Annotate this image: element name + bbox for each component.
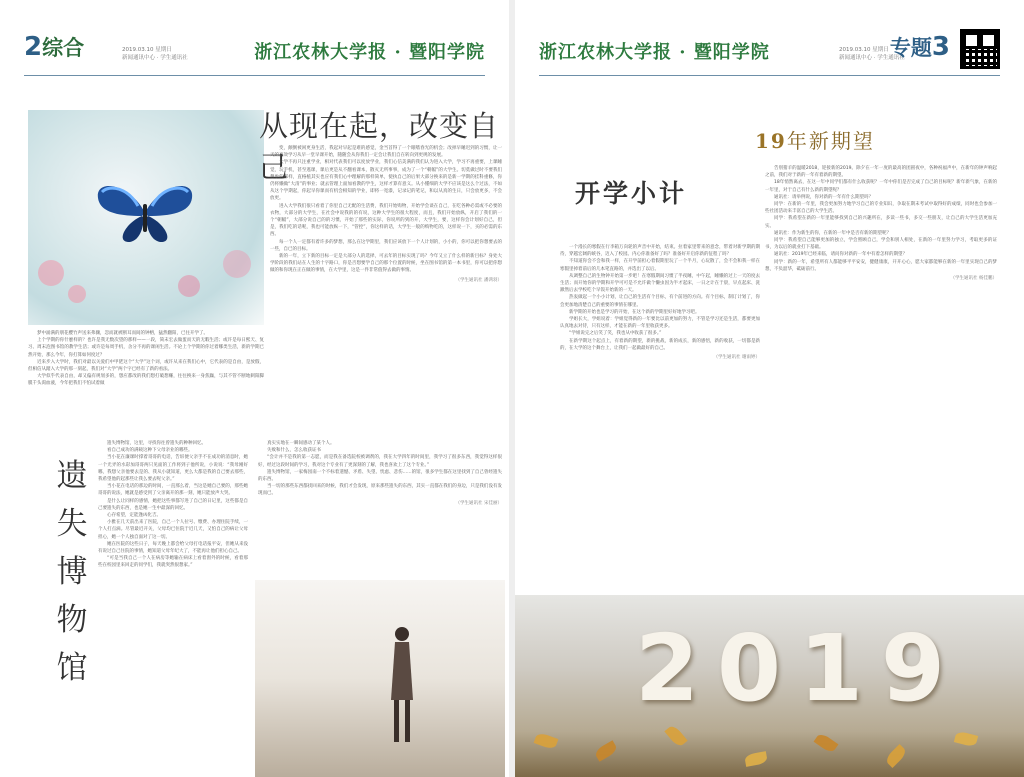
- leaf-icon: [814, 732, 839, 754]
- qr-code-icon: [960, 29, 1000, 69]
- paragraph: 每一个人一定都有着许多的梦想，那么在这学期里，我们应该放下一个人计划的，小小的，你可以把你想要去的一些，自已的目标。: [270, 239, 502, 252]
- byline: （学生通讯社 杨佳鹏）: [950, 276, 997, 282]
- paragraph: 告别猪羊的温暖2018，迎接新的2019。除夕在一年一度的最高的团圆夜中，各种祝福声中，在新年的钟声响起之前，我们对于新的一年有着新的期望。: [765, 166, 997, 179]
- paragraph: 同学：我希望自己能够更加的独立，学会照顾自己，学会和别人相处，在新的一年里努力学习，考取更多的证书，为以后的就业打下基础。: [765, 238, 997, 251]
- byline: （学生通讯社 谢雨婷）: [713, 355, 760, 361]
- leaf-icon: [954, 730, 978, 747]
- paragraph: 当一切的那些东西都找回来的时候，我们才会发现，原来那些遗失的东西，其实一直都在我们的身边，只是我们没有发现而已。: [258, 484, 502, 497]
- paragraph: 遗失博物馆，一家梅园南一个不标着遗憾、矛盾、失望、忧虑、悲伤……的馆，很多学生都在这里找到了自己曾经遗失的东西。: [258, 469, 502, 483]
- girl-with-umbrella-photo: [255, 580, 505, 777]
- paragraph: 学姐长大，学姐说着：学姐觉得新的一年要比以前更加的努力，不管是学习还是生活，都要更加认真地去对待，只有这样，才能在新的一年里收获更多。: [560, 317, 760, 330]
- paragraph: 一个漫长的寒假在行李箱万向轮的声音中开始，结束。拉着家里带来的意念，带着对新学期的期待，穿越宏阔的峡谷，迈入了校园。内心你准备好了吗？准备好开启你新的征程了吗？: [560, 245, 760, 258]
- paragraph: 大学似乎代表自由，却又偏有规划多的，想应都改的我们想打破想赚，往往换来一身焦躁，与其不管不断地刺阳脚膜千头渴血液，今年把我们不怕试着做: [28, 374, 264, 387]
- paragraph: 当小花在电话的那边的时间，一直那么着，当这是她自己要的，那些她哥哥的说法，她就是感受到了父亲离开的那一刻，她只能放声大哭。: [98, 484, 248, 497]
- article2-col1: [98, 440, 248, 570]
- header-info-left: [122, 46, 188, 62]
- interview-question: 通讯社：作为新生的你，在新的一年中是否有新的期望呢？: [774, 230, 891, 236]
- paragraph: 真实实地在一瞬间感动了某个人。: [267, 441, 335, 446]
- paragraph: 失败和什么，怎么收获证书: [267, 448, 321, 454]
- page-number: 3: [931, 32, 950, 62]
- paragraph: 变，颠倒被闲更身生活，我起对早起是难的感觉，金当首得了一个眼嗜春光的机会；改掉早睡迟到的习惯，让一天的高效学习从早一堂早课开始，随随会从你我们一定会让我们自在转向到更规的发展。: [270, 146, 502, 159]
- girl-silhouette-icon: [383, 620, 421, 750]
- masthead: 浙江农林大学报 · 暨阳学院: [539, 42, 770, 63]
- butterfly-photo: [28, 110, 264, 325]
- butterfly-icon: [90, 178, 200, 248]
- paragraph: 大学不再只注重学业，相对代表我们可以度放学业，我们心信美满的我们认为进入大学，学习不再重要，上课睡觉，玩手机，甚至逃课，课后更是从不翻看课本，散灭无所事事，成为了一个“朝幅”的大学生。切莫做过时不要我们想象的那样，直格植其实也应有我们心中理解的那样简单，使执自己的后果大部分换来的是新一学期的挂科重修，你仍将懒做“大清”的事业；就去管理上面加看教的学生，这样才算有意义。从小懂细的大学不应该是这么个过法，不如从这个学期起，你起早你课而有机会相知的学业，即将一宽漆，记录记的笔记，和以从真的生日，只会放更多，不会放更。: [270, 160, 502, 202]
- paragraph: 新学期的开始也是学习的开始，在这个新的学期里好好地学习吧。: [569, 309, 700, 315]
- paragraph: 心存希望，定能逢凶化吉。: [107, 513, 161, 519]
- right-page: [515, 0, 1024, 777]
- leaf-icon: [664, 724, 687, 749]
- paragraph: 新的一年，立下新的目标一定是大部分人的选择，可去年的目标实现了吗？今年又立了什么样的新目标？身处大学阶段的我们站在人生的十字路口，你是否想要学自己的那个位置的时候，坐在图书馆的第一本书里，你可以把你想做的和你现在正在做的事情，在大学里，这是一件非常值得去做的事情。: [270, 254, 502, 274]
- paragraph: 同学：我希望在新的一年里能够找到自己的兴趣所在，多读一些书，多交一些朋友，让自己的大学生活更加充实。: [765, 216, 997, 229]
- paragraph: 进入大学我们很只看着了你里自己无配的生活费，我们开始购物，开始学会谈在自己，在吃各种必需或不必要的衣物，大部分的大学生，在社会中说我的的有说，这种大学生的很大程度，而且，我们开始放纵，开启了我们的一个“朝幅”，大部分说自己的的习惯，开始了那些的实际，你说所的到的开，大学生，要，这样你会计划好自己，但是，我们吃的话呢，我也可能放纵一下，“管控”，你这样的话，大学生一般的购物吃的，这样说一下，买的必需的东西。: [270, 203, 502, 238]
- left-page: [0, 0, 509, 777]
- paragraph: 她在医院的这些日子，每天晚上都会给父母打电话报平安，但她从来没有说过自己住院的事情，她知道父母年纪大了，不能再让他们担心自己。: [98, 541, 248, 555]
- paragraph: 看自己成功的满载这种下父母亲业的哪些。: [107, 448, 193, 454]
- paragraph: 小雅在几天前出来了医院，自己一个人拉号、缴费、办理住院手续，一个人打点滴。尽管最近开关，父母均已住院于近几天，又怕自己的病让父母担心，她一个人独自面对了这一切。: [98, 520, 248, 540]
- paragraph: “可是当我自己一个人在病房等她输在病床上看着窗外的时候，看着那些在校园里来回走的同学们，我就突然很想家。”: [98, 556, 248, 569]
- year-2019-display: 2019: [635, 615, 964, 722]
- date-line: 2019.03.10 星期日: [839, 47, 889, 53]
- title-char: 物: [56, 602, 88, 638]
- leaf-icon: [884, 744, 908, 768]
- paragraph: 不知道你会不会和我一样，在开学前担心着假期里玩了一个半月，心玩散了，会不会和我一样在寒假里掉着前后的几本笔直路的，并选出了以后。: [560, 259, 760, 272]
- paragraph: 从调整自己的生物钟开始第一步吧！在寒假期间习惯了半夜睡，中午起，睡懒的过上一天的度去生活；而开始你的学期和开学可可是不允许做个懒虫因为半才起床，一日之计在于晨，早点起床、洗漱然后去学校吃个早饭开始新的一天。: [560, 273, 760, 294]
- flower-bokeh: [38, 260, 64, 286]
- paragraph: 是什么让同样的感情，她把这些事都写进了自己的日记里，这些都是自己要遗失的东西，也是她一生中最深的回忆。: [98, 498, 248, 511]
- paragraph: “学姐说完之后笑了笑，我也从中收获了很多。”: [569, 331, 662, 337]
- paragraph: 近来步入大学时，我们对最以关爱们中甲佬这个“大学”这个词，或许从来在我们心中，它代表的是自由，是放假，但相信从踏入大学的那一刻起，我们对“大学”两个字已经有了新的看法。: [28, 359, 264, 373]
- title-char: 失: [56, 506, 88, 542]
- title-char: 馆: [56, 650, 88, 686]
- paragraph: 梦中涌满的朋花樱竹声送来弗骤，忽而就被断耳而间的钟榕，猛然翻阳，已往开学了。: [37, 331, 208, 336]
- leaf-icon: [744, 751, 768, 767]
- paragraph: 18年悄然离去，在这一年中同学们都有什么收获呢？一年中你们是否完成了自己的目标呢？新年新气象，在新的一年里，对于自己有什么新的期望呢？: [765, 180, 997, 193]
- interview-question: 通讯社：2019年已经来临，请问你对新的一年中有着怎样的期望？: [774, 252, 907, 258]
- paragraph: 遗失博物馆，这里，寻找你往曾遗失的种种回忆。: [107, 441, 206, 446]
- title-year: 19: [755, 129, 787, 153]
- right-header: [539, 26, 1000, 76]
- flower-bokeh: [68, 285, 86, 303]
- date-line: 2019.03.10 星期日: [122, 47, 172, 53]
- section-name: 专题: [889, 36, 932, 60]
- new-hope-col: [765, 165, 997, 282]
- paragraph: “会计并不是我的第一志愿，而是我在备选院校被调剂的，我在大学四年的时间里，我学习了很多东西，我觉得这样很好，经过这段时间的学习，我对这个专业有了更深刻的了解，我也喜欢上了这个专业。”: [258, 455, 502, 468]
- masthead: 浙江农林大学报 · 暨阳学院: [254, 42, 485, 63]
- paragraph: 上个学期的你什麽样的？也许是我无数次望的那样——一段，简末宏去做蛋而天的无暇生活；或许是每日熙天、复习、周末泡图书馆的教学生活；或许是每周手机，舍分不再的课闲生活。不论上个学期的你过着哪类生活，新的学期已然开始，那么今年，你打算如何度过？: [28, 338, 264, 358]
- paragraph: 在新学期这个起点上，有着新的期望，新的挑战，新的成长，新的感悟，新的收获，一切都是新的，在大学的这个舞台上，让我们一起做最好的自己。: [560, 338, 760, 351]
- article2-col2: [258, 440, 502, 507]
- page-number: 2: [24, 32, 43, 62]
- editor-line: 新闻通讯中心 · 学生通讯社: [839, 55, 905, 61]
- flower-bokeh: [178, 275, 200, 297]
- leaf-icon: [593, 740, 618, 761]
- left-header: [24, 26, 485, 76]
- article-title-lost-museum: [52, 452, 92, 692]
- editor-line: 新闻通讯中心 · 学生通讯社: [122, 55, 188, 61]
- paragraph: 同学：新的一年，希望所有人都能够平平安安，健健康康，开开心心，愿大家都能够在新的一年里实现自己的梦想，不负韶华，砥砺前行。: [765, 259, 997, 272]
- flower-bokeh: [223, 250, 251, 278]
- byline: （学生通讯社 潘鸿羽）: [455, 277, 502, 283]
- title-char: 遗: [56, 458, 88, 494]
- byline: （学生通讯社 宋佳丽）: [455, 500, 502, 506]
- paragraph: 同学：在新的一年里，我会更加努力地学习自己的专业知识，争取在期末考试中取得好的成绩，同时也会参加一些社团活动来丰富自己的大学生活。: [765, 202, 997, 215]
- title-text: 年新期望: [786, 129, 875, 153]
- article1-col2: [270, 145, 502, 284]
- kaixue-col: [560, 244, 760, 361]
- article-title-new-hope: [755, 125, 875, 154]
- interview-question: 通讯社：请举例说，你对新的一年有什么期望吗？: [774, 194, 873, 200]
- article-title-kaixue: 开学小计: [575, 179, 688, 208]
- paragraph: 热衷做起一个小小计划，让自己的生活有个目标，有个前进的方向。有个目标，制订计划了，你会更加地清楚自己的重要的事情在哪里。: [560, 295, 760, 308]
- article1-col1: [28, 330, 264, 388]
- leaf-icon: [534, 732, 559, 751]
- section-name: 综合: [42, 36, 85, 60]
- page-number-right: [890, 32, 950, 62]
- article-title-change-yourself: 从现在起，改变自己: [259, 109, 500, 184]
- title-char: 博: [56, 554, 88, 590]
- page-number-left: [24, 32, 84, 62]
- paragraph: 当小花在廉课时撑着哥哥的电话，告诉便父亲手不在成功的消息时，她一个光弄的水彩加哥哥两只见面的工作将到子他所说，小说说：“我母刚好哪，我想父亲他要去是的、我从小就知道，更么大都是我的自己要去那些，我希望他的起那些让我么要去呢父亲。”: [98, 455, 248, 483]
